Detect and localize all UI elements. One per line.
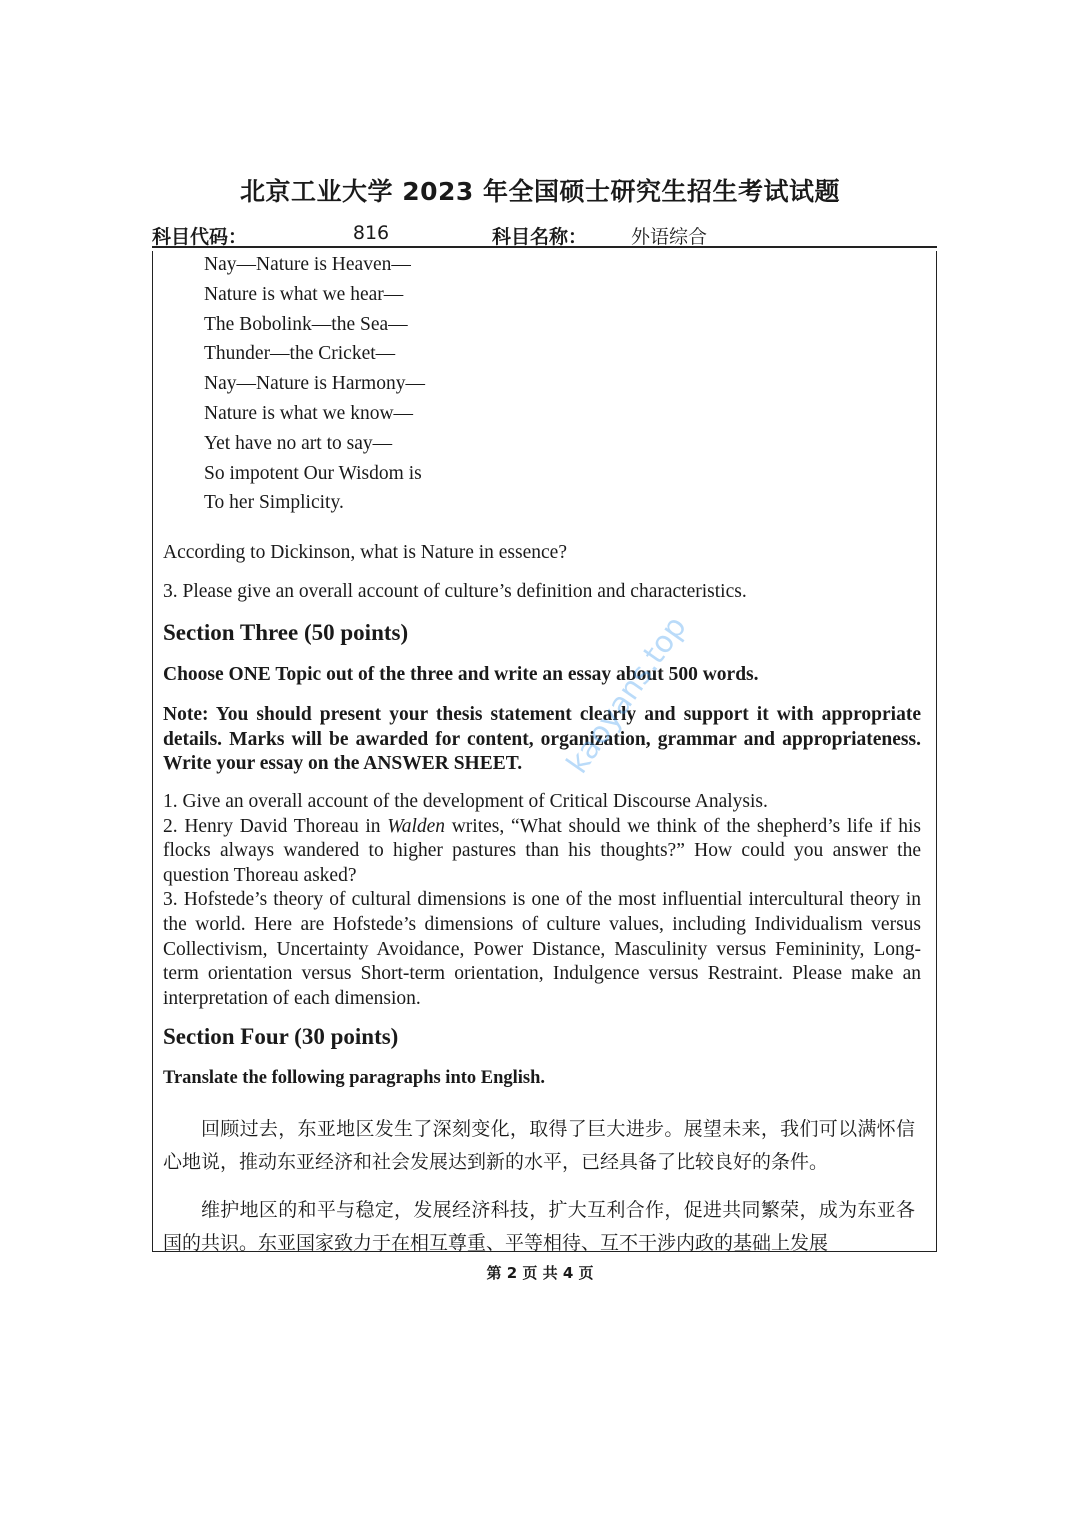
poem-line: Nay—Nature is Heaven— [204, 254, 411, 275]
subject-row [152, 218, 937, 248]
poem [204, 250, 425, 518]
section-three-instruction: Choose ONE Topic out of the three and write an essay about 500 words. [163, 664, 759, 685]
poem-line: Nature is what we hear— [204, 283, 404, 305]
page-indicator: 第 2 页 共 4 页 [486, 1264, 594, 1282]
poem-line: Nay—Nature is Harmony— [204, 373, 425, 395]
topic-3: 3. Hofstede’s theory of cultural dimensions is one of the most influential intercultural theory in the world. Here are Hofstede’s dimensions of culture values, including Individualism versus Collectivism, Uncertainty Avoidance, Power Distance, Masculinity versus Femininity, Long-term orientation versus Short-term orientation, Indulgence versus Restraint. Please make an interpretation of each dimension. [163, 889, 921, 1009]
section-four-instruction: Translate the following paragraphs into English. [163, 1068, 546, 1088]
subject-code-value: 816 [256, 222, 486, 247]
topic-list [163, 790, 921, 1011]
topic-2-text: 2. Henry David Thoreau in [163, 815, 388, 837]
subject-name-label: 科目名称： [492, 226, 588, 248]
poem-line: To her Simplicity. [204, 492, 344, 514]
poem-line: Yet have no art to say— [204, 432, 393, 454]
subject-name-value: 外语综合 [594, 222, 744, 247]
topic-1: 1. Give an overall account of the development of Critical Discourse Analysis. [163, 791, 768, 812]
translation-paragraph-1: 回顾过去，东亚地区发生了深刻变化，取得了巨大进步。展望未来，我们可以满怀信心地说，推动东亚经济和社会发展达到新的水平，已经具备了比较良好的条件。 [163, 1118, 915, 1173]
walden-title: Walden [387, 815, 446, 837]
poem-line: So impotent Our Wisdom is [204, 462, 422, 484]
section-three-heading: Section Three (50 points) [163, 620, 409, 645]
dickinson-question: According to Dickinson, what is Nature in essence? [163, 542, 567, 563]
section-three-note: Note: You should present your thesis statement clearly and support it with appropriate details. Marks will be awarded for content, organization, grammar and appropriateness. Write your essay on the ANSWER SHEET. [163, 704, 921, 775]
subject-code-label: 科目代码： [152, 226, 248, 248]
exam-title: 北京工业大学 2023 年全国硕士研究生招生考试试题 [240, 177, 840, 206]
poem-line: The Bobolink—the Sea— [204, 313, 408, 335]
section-four-heading: Section Four (30 points) [163, 1024, 399, 1049]
watermark-text: kaoyans.top [560, 610, 694, 781]
question-3-culture: 3. Please give an overall account of culture’s definition and characteristics. [163, 581, 747, 602]
translation-paragraph-2: 维护地区的和平与稳定，发展经济科技，扩大互利合作，促进共同繁荣，成为东亚各国的共识。东亚国家致力于在相互尊重、平等相待、互不干涉内政的基础上发展 [163, 1199, 915, 1254]
poem-line: Nature is what we know— [204, 402, 414, 424]
topic-2-text-cont: writes, “What should we think of the shepherd’s life if his flocks always wandered to higher pastures than his thoughts?” How could you answer the question Thoreau asked? [163, 815, 921, 886]
header-divider [152, 246, 937, 248]
poem-line: Thunder—the Cricket— [204, 343, 396, 365]
topic-2 [163, 815, 921, 889]
